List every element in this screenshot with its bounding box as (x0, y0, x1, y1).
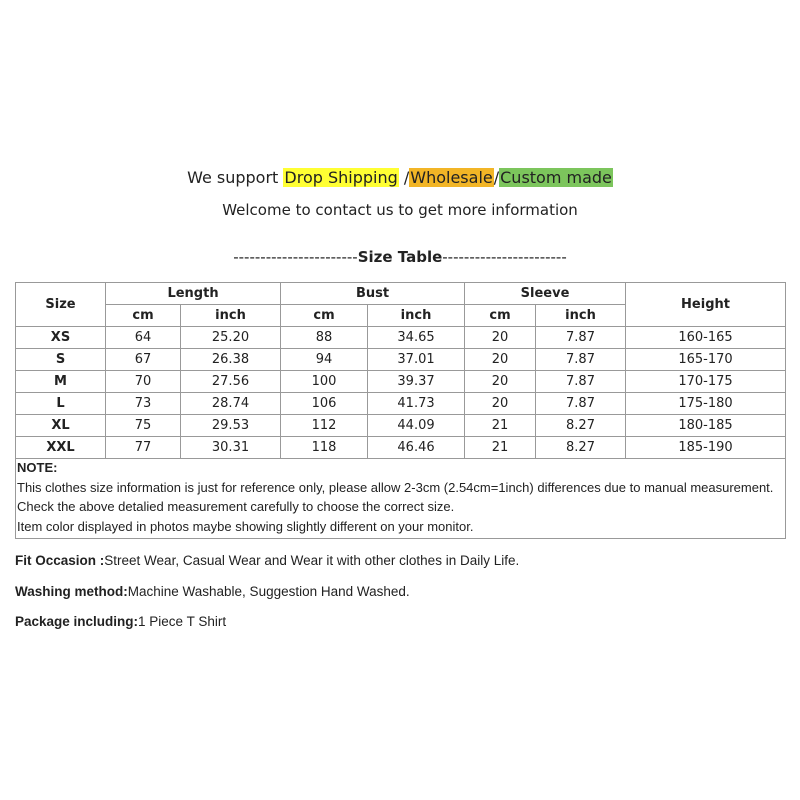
value-cell: 106 (281, 393, 368, 415)
welcome-text: Welcome to contact us to get more information (222, 201, 578, 219)
value-cell: 70 (106, 371, 181, 393)
info-label: Package including: (15, 614, 139, 629)
info-label: Fit Occasion : (15, 553, 105, 568)
support-line (0, 168, 800, 187)
value-cell: 8.27 (536, 415, 626, 437)
note-title: NOTE: (17, 460, 58, 475)
value-cell: 67 (106, 349, 181, 371)
value-cell: 25.20 (181, 327, 281, 349)
value-cell: 29.53 (181, 415, 281, 437)
dashes: ----------------------- (442, 248, 567, 266)
table-row (16, 349, 786, 371)
value-cell: 44.09 (368, 415, 465, 437)
custom-made-highlight: Custom made (500, 168, 612, 187)
value-cell: 75 (106, 415, 181, 437)
value-cell: 7.87 (536, 327, 626, 349)
size-cell: M (16, 371, 106, 393)
value-cell: 175-180 (626, 393, 786, 415)
value-cell: 30.31 (181, 437, 281, 459)
note-line: Item color displayed in photos maybe showing slightly different on your monitor. (17, 518, 474, 534)
table-row (16, 437, 786, 459)
drop-shipping-highlight: Drop Shipping (284, 168, 398, 187)
value-cell: 94 (281, 349, 368, 371)
table-row (16, 415, 786, 437)
header-cm: cm (465, 305, 536, 327)
size-cell: S (16, 349, 106, 371)
value-cell: 64 (106, 327, 181, 349)
washing-method (15, 584, 410, 599)
value-cell: 20 (465, 349, 536, 371)
note-box (15, 458, 786, 539)
value-cell: 180-185 (626, 415, 786, 437)
header-cm: cm (281, 305, 368, 327)
separator: / (398, 168, 410, 187)
table-row (16, 371, 786, 393)
value-cell: 7.87 (536, 371, 626, 393)
header-inch: inch (536, 305, 626, 327)
value-cell: 185-190 (626, 437, 786, 459)
value-cell: 20 (465, 371, 536, 393)
value-cell: 26.38 (181, 349, 281, 371)
value-cell: 37.01 (368, 349, 465, 371)
wholesale-highlight: Wholesale (410, 168, 493, 187)
info-value: Street Wear, Casual Wear and Wear it with other clothes in Daily Life. (104, 553, 520, 568)
header-sleeve: Sleeve (465, 283, 626, 305)
size-cell: XXL (16, 437, 106, 459)
value-cell: 21 (465, 415, 536, 437)
info-label: Washing method: (15, 584, 128, 599)
value-cell: 165-170 (626, 349, 786, 371)
value-cell: 46.46 (368, 437, 465, 459)
value-cell: 39.37 (368, 371, 465, 393)
size-cell: XL (16, 415, 106, 437)
value-cell: 118 (281, 437, 368, 459)
header-inch: inch (181, 305, 281, 327)
fit-occasion (15, 553, 519, 568)
info-value: Machine Washable, Suggestion Hand Washed. (127, 584, 410, 599)
value-cell: 27.56 (181, 371, 281, 393)
value-cell: 7.87 (536, 393, 626, 415)
header-height: Height (626, 283, 786, 327)
value-cell: 7.87 (536, 349, 626, 371)
value-cell: 21 (465, 437, 536, 459)
value-cell: 100 (281, 371, 368, 393)
package-including (15, 614, 226, 629)
value-cell: 34.65 (368, 327, 465, 349)
value-cell: 20 (465, 327, 536, 349)
note-line: This clothes size information is just for reference only, please allow 2-3cm (2.54cm=1inch) differences due to manual measurement. (17, 479, 774, 495)
header-length: Length (106, 283, 281, 305)
value-cell: 170-175 (626, 371, 786, 393)
dashes: ----------------------- (233, 248, 358, 266)
table-row (16, 393, 786, 415)
table-row (16, 327, 786, 349)
separator: / (493, 168, 500, 187)
note-line: Check the above detalied measurement carefully to choose the correct size. (17, 499, 455, 514)
support-prefix: We support (187, 168, 284, 187)
header-size: Size (16, 283, 106, 327)
header-cm: cm (106, 305, 181, 327)
value-cell: 8.27 (536, 437, 626, 459)
header-inch: inch (368, 305, 465, 327)
size-cell: L (16, 393, 106, 415)
size-table-title (0, 248, 800, 266)
value-cell: 73 (106, 393, 181, 415)
size-table (15, 282, 786, 459)
header-bust: Bust (281, 283, 465, 305)
value-cell: 77 (106, 437, 181, 459)
value-cell: 20 (465, 393, 536, 415)
value-cell: 112 (281, 415, 368, 437)
value-cell: 28.74 (181, 393, 281, 415)
value-cell: 160-165 (626, 327, 786, 349)
info-value: 1 Piece T Shirt (138, 614, 227, 629)
value-cell: 41.73 (368, 393, 465, 415)
title-text: Size Table (357, 248, 443, 266)
value-cell: 88 (281, 327, 368, 349)
size-cell: XS (16, 327, 106, 349)
